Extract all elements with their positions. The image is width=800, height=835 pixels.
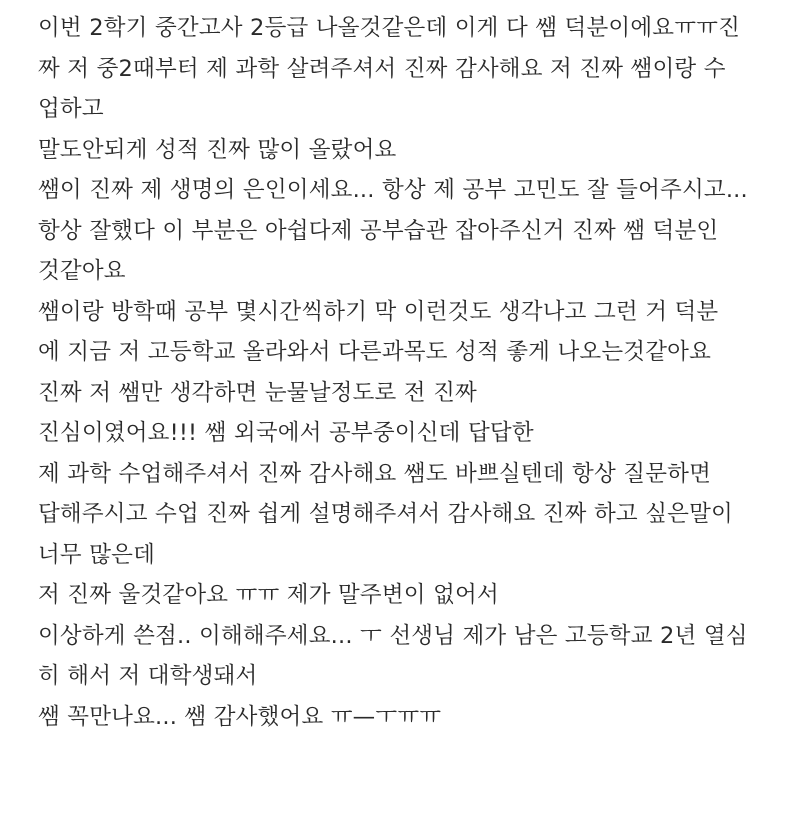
text-line: 것같아요 [38, 258, 126, 284]
text-line: 짜 저 중2때부터 제 과학 살려주셔서 진짜 감사해요 저 진짜 쌤이랑 수 [38, 55, 726, 82]
text-line: 답해주시고 수업 진짜 쉽게 설명해주셔서 감사해요 진짜 하고 싶은말이 [38, 501, 733, 527]
text-line: 히 해서 저 대학생돼서 [38, 663, 258, 689]
text-line: 쌤이 진짜 제 생명의 은인이세요... 항상 제 공부 고민도 잘 들어주시고... [38, 177, 748, 203]
text-line: 저 진짜 울것같아요 ㅠㅠ 제가 말주변이 없어서 [38, 582, 499, 608]
text-line: 제 과학 수업해주셔서 진짜 감사해요 쌤도 바쁘실텐데 항상 질문하면 [38, 460, 711, 487]
text-line: 진심이였어요!!! 쌤 외국에서 공부중이신데 답답한 [38, 420, 534, 446]
text-line: 말도안되게 성적 진짜 많이 올랐어요 [38, 136, 397, 163]
message-body [38, 8, 778, 737]
text-line: 이상하게 쓴점.. 이해해주세요... ㅜ 선생님 제가 남은 고등학교 2년 열심 [38, 622, 748, 649]
text-line: 이번 2학기 중간고사 2등급 나올것같은데 이게 다 쌤 덕분이에요ㅠㅠ진 [38, 15, 741, 41]
text-line: 쌤이랑 방학때 공부 몇시간씩하기 막 이런것도 생각나고 그런 거 덕분 [38, 298, 719, 325]
text-line: 에 지금 저 고등학교 올라와서 다른과목도 성적 좋게 나오는것같아요 [38, 339, 711, 365]
text-line: 진짜 저 쌤만 생각하면 눈물날정도로 전 진짜 [38, 379, 477, 406]
text-line: 업하고 [38, 96, 104, 122]
text-line: 쌤 꼭만나요... 쌤 감사했어요 ㅠ—ㅜㅠㅠ [38, 703, 442, 730]
text-line: 항상 잘했다 이 부분은 아쉽다제 공부습관 잡아주신거 진짜 쌤 덕분인 [38, 217, 719, 244]
text-line: 너무 많은데 [38, 541, 156, 568]
